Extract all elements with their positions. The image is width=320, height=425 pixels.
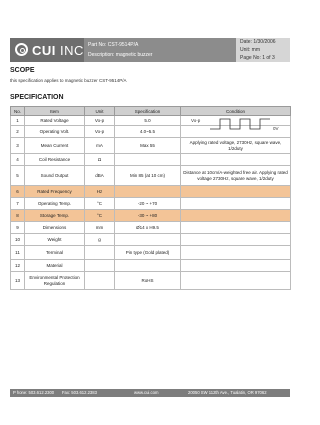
column-header: Item bbox=[25, 107, 85, 116]
condition-cell: Applying rated voltage, 2730Hz, square wave, 1/2duty bbox=[181, 138, 291, 154]
row-number: 3 bbox=[11, 138, 25, 154]
unit-cell: Vo-p bbox=[85, 116, 115, 126]
unit-cell: Ω bbox=[85, 154, 115, 166]
row-number: 2 bbox=[11, 126, 25, 138]
table-row bbox=[11, 272, 291, 290]
specification-cell bbox=[115, 234, 181, 246]
row-number: 13 bbox=[11, 272, 25, 290]
header-meta bbox=[236, 38, 290, 62]
unit-cell: g bbox=[85, 234, 115, 246]
table-row bbox=[11, 166, 291, 186]
item-cell: Terminal bbox=[25, 246, 85, 260]
table-row bbox=[11, 246, 291, 260]
specification-cell: -20 ~ +70 bbox=[115, 198, 181, 210]
condition-cell bbox=[181, 186, 291, 198]
specification-cell: Max 55 bbox=[115, 138, 181, 154]
row-number: 8 bbox=[11, 210, 25, 222]
part-description: Description: magnetic buzzer bbox=[88, 52, 153, 58]
specification-cell: -30 ~ +80 bbox=[115, 210, 181, 222]
specification-cell: Ø14 x H9.5 bbox=[115, 222, 181, 234]
footer-fax: Fax: 503.612.2383 bbox=[62, 390, 97, 395]
row-number: 10 bbox=[11, 234, 25, 246]
column-header: No. bbox=[11, 107, 25, 116]
item-cell: Material bbox=[25, 260, 85, 272]
part-number: Part No: CST-9514P/A bbox=[88, 42, 139, 48]
condition-cell bbox=[181, 272, 291, 290]
unit-cell: °C bbox=[85, 210, 115, 222]
condition-cell bbox=[181, 154, 291, 166]
table-row bbox=[11, 234, 291, 246]
column-header: Condition bbox=[181, 107, 291, 116]
item-cell: Rated Frequency bbox=[25, 186, 85, 198]
page-number: Page No: 1 of 3 bbox=[240, 55, 275, 61]
item-cell: Mean Current bbox=[25, 138, 85, 154]
doc-unit: Unit: mm bbox=[240, 47, 260, 53]
unit-cell: dBA bbox=[85, 166, 115, 186]
specification-cell: Min 85 (at 10 cm) bbox=[115, 166, 181, 186]
specification-cell: Pin type (Gold plated) bbox=[115, 246, 181, 260]
scope-text: this specification applies to magnetic buzzer CST-9514P/A bbox=[10, 78, 127, 83]
item-cell: Operating Volt. bbox=[25, 126, 85, 138]
document-header bbox=[10, 38, 290, 62]
specification-cell bbox=[115, 154, 181, 166]
item-cell: Rated Voltage bbox=[25, 116, 85, 126]
specification-cell: RoHS bbox=[115, 272, 181, 290]
condition-cell bbox=[181, 260, 291, 272]
table-row bbox=[11, 222, 291, 234]
table-row bbox=[11, 154, 291, 166]
doc-date: Date: 1/30/2006 bbox=[240, 39, 276, 45]
wave-zero-label: 0V bbox=[273, 126, 279, 131]
wave-voltage-label: Vo-p bbox=[191, 118, 201, 123]
table-row bbox=[11, 198, 291, 210]
footer-address: 20050 SW 112th Ave., Tualatin, OR 97062 bbox=[188, 390, 267, 395]
condition-cell bbox=[181, 234, 291, 246]
row-number: 1 bbox=[11, 116, 25, 126]
column-header: Unit bbox=[85, 107, 115, 116]
item-cell: Operating Temp. bbox=[25, 198, 85, 210]
row-number: 9 bbox=[11, 222, 25, 234]
specification-cell: 4.0~5.5 bbox=[115, 126, 181, 138]
header-part-info bbox=[84, 38, 236, 62]
row-number: 5 bbox=[11, 166, 25, 186]
specification-cell bbox=[115, 186, 181, 198]
unit-cell: mA bbox=[85, 138, 115, 154]
item-cell: Coil Resistance bbox=[25, 154, 85, 166]
specification-cell: 5.0 bbox=[115, 116, 181, 126]
unit-cell bbox=[85, 246, 115, 260]
logo-text: CUI INC bbox=[32, 43, 84, 58]
specification-heading: SPECIFICATION bbox=[10, 94, 64, 101]
row-number: 12 bbox=[11, 260, 25, 272]
unit-cell bbox=[85, 272, 115, 290]
item-cell: Environmental Protection Regulation bbox=[25, 272, 85, 290]
footer-web: www.cui.com bbox=[134, 390, 159, 395]
scope-heading: SCOPE bbox=[10, 67, 35, 74]
row-number: 11 bbox=[11, 246, 25, 260]
unit-cell: °C bbox=[85, 198, 115, 210]
unit-cell bbox=[85, 260, 115, 272]
table-row bbox=[11, 210, 291, 222]
footer-phone: P hone: 503.612.2300 bbox=[13, 390, 55, 395]
table-row bbox=[11, 186, 291, 198]
condition-cell bbox=[181, 246, 291, 260]
cui-logo bbox=[10, 38, 84, 62]
condition-cell bbox=[181, 210, 291, 222]
table-header-row bbox=[11, 107, 291, 116]
row-number: 6 bbox=[11, 186, 25, 198]
condition-cell bbox=[181, 222, 291, 234]
table-row bbox=[11, 138, 291, 154]
column-header: Specification bbox=[115, 107, 181, 116]
item-cell: Storage Temp. bbox=[25, 210, 85, 222]
unit-cell: Vo-p bbox=[85, 126, 115, 138]
item-cell: Dimensions bbox=[25, 222, 85, 234]
document-footer bbox=[10, 389, 290, 397]
table-row bbox=[11, 260, 291, 272]
cui-logo-icon bbox=[15, 43, 28, 56]
unit-cell: mm bbox=[85, 222, 115, 234]
condition-cell: Distance at 10cm/A-weighted free air. Applying rated voltage 2730Hz, square wave, 1/2duty bbox=[181, 166, 291, 186]
row-number: 4 bbox=[11, 154, 25, 166]
item-cell: Sound Output bbox=[25, 166, 85, 186]
condition-cell bbox=[181, 198, 291, 210]
square-wave-diagram bbox=[190, 116, 285, 132]
row-number: 7 bbox=[11, 198, 25, 210]
unit-cell: Hz bbox=[85, 186, 115, 198]
item-cell: Weight bbox=[25, 234, 85, 246]
square-wave-line bbox=[210, 119, 270, 129]
specification-cell bbox=[115, 260, 181, 272]
specification-table bbox=[10, 106, 291, 290]
